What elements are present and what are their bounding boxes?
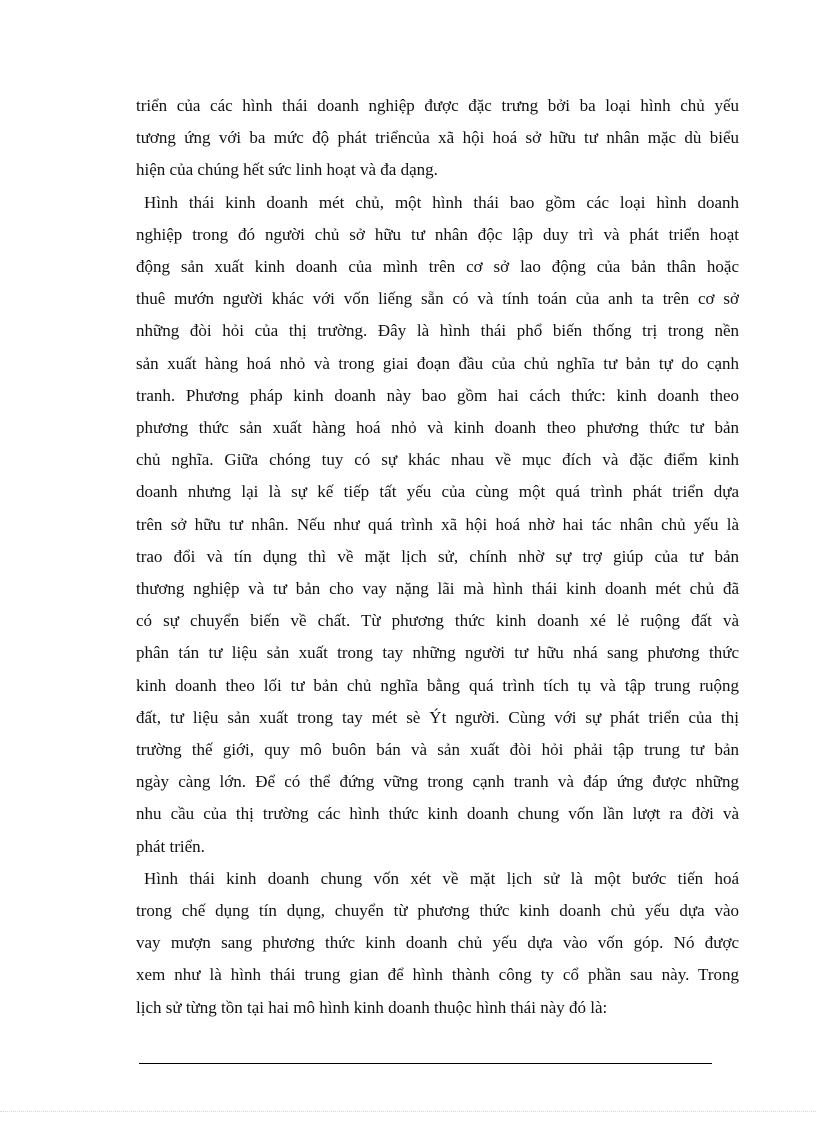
text-line: chủ nghĩa. Giữa chóng tuy có sự khác nhau về mục đích và đặc điểm kinh — [136, 450, 739, 470]
text-line: Hình thái kinh doanh mét chủ, một hình thái bao gồm các loại hình doanh — [144, 192, 739, 212]
text-line: thương nghiệp và tư bản cho vay nặng lãi mà hình thái kinh doanh mét chủ đã — [136, 579, 739, 599]
text-line: trường thế giới, quy mô buôn bán và sản xuất đòi hỏi phải tập trung tư bản — [136, 740, 739, 760]
text-line: tương ứng với ba mức độ phát triểncủa xã hội hoá sở hữu tư nhân mặc dù biểu — [136, 128, 739, 148]
text-line: thuê mướn người khác với vốn liếng sẵn có và tính toán của anh ta trên cơ sở — [136, 289, 739, 309]
text-line: triển của các hình thái doanh nghiệp được đặc trưng bởi ba loại hình chủ yếu — [136, 96, 739, 115]
text-line: xem như là hình thái trung gian để hình thành công ty cổ phần sau này. Trong — [136, 965, 739, 985]
text-line: phân tán tư liệu sản xuất trong tay những người tư hữu nhá sang phương thức — [136, 643, 739, 663]
text-line: Hình thái kinh doanh chung vốn xét về mặt lịch sử là một bước tiến hoá — [144, 868, 739, 888]
text-line: doanh nhưng lại là sự kế tiếp tất yếu của cùng một quá trình phát triển dựa — [136, 482, 739, 502]
text-line: có sự chuyển biến về chất. Từ phương thức kinh doanh xé lẻ ruộng đất và — [136, 611, 739, 631]
text-line: trong chế dụng tín dụng, chuyển từ phương thức kinh doanh chủ yếu dựa vào — [136, 901, 739, 921]
text-line: phương thức sản xuất hàng hoá nhỏ và kinh doanh theo phương thức tư bản — [136, 418, 739, 438]
text-line: nhu cầu của thị trường các hình thức kinh doanh chung vốn lần lượt ra đời và — [136, 804, 739, 824]
text-line: trao đổi và tín dụng thì về mặt lịch sử, chính nhờ sự trợ giúp của tư bản — [136, 546, 739, 566]
document-body — [136, 90, 739, 1024]
text-line: nghiệp trong đó người chủ sở hữu tư nhân độc lập duy trì và phát triển hoạt — [136, 224, 739, 244]
paragraph-1 — [136, 90, 739, 187]
text-line: hiện của chúng hết sức linh hoạt và đa dạng. — [136, 160, 438, 180]
text-line: kinh doanh theo lối tư bản chủ nghĩa bằng quá trình tích tụ và tập trung ruộng — [136, 675, 739, 695]
text-line: những đòi hỏi của thị trường. Đây là hình thái phổ biến thống trị trong nền — [136, 321, 739, 341]
paragraph-3 — [136, 863, 739, 1024]
footer-rule — [139, 1063, 712, 1064]
text-line: đất, tư liệu sản xuất trong tay mét sè Ýt người. Cùng với sự phát triển của thị — [136, 707, 739, 727]
text-line: trên sở hữu tư nhân. Nếu như quá trình xã hội hoá nhờ hai tác nhân chủ yếu là — [136, 514, 739, 534]
text-line: tranh. Phương pháp kinh doanh này bao gồm hai cách thức: kinh doanh theo — [136, 385, 739, 405]
text-line: phát triển. — [136, 836, 205, 856]
paragraph-2 — [136, 187, 739, 863]
text-line: sản xuất hàng hoá nhỏ và trong giai đoạn đầu của chủ nghĩa tư bản tự do cạnh — [136, 353, 739, 373]
page-edge-divider — [0, 1111, 816, 1112]
text-line: ngày càng lớn. Để có thể đứng vững trong cạnh tranh và đáp ứng được những — [136, 772, 739, 792]
text-line: lịch sử từng tồn tại hai mô hình kinh doanh thuộc hình thái này đó là: — [136, 997, 608, 1017]
text-line: động sản xuất kinh doanh của mình trên cơ sở lao động của bản thân hoặc — [136, 257, 739, 277]
text-line: vay mượn sang phương thức kinh doanh chủ yếu dựa vào vốn góp. Nó được — [136, 933, 739, 953]
